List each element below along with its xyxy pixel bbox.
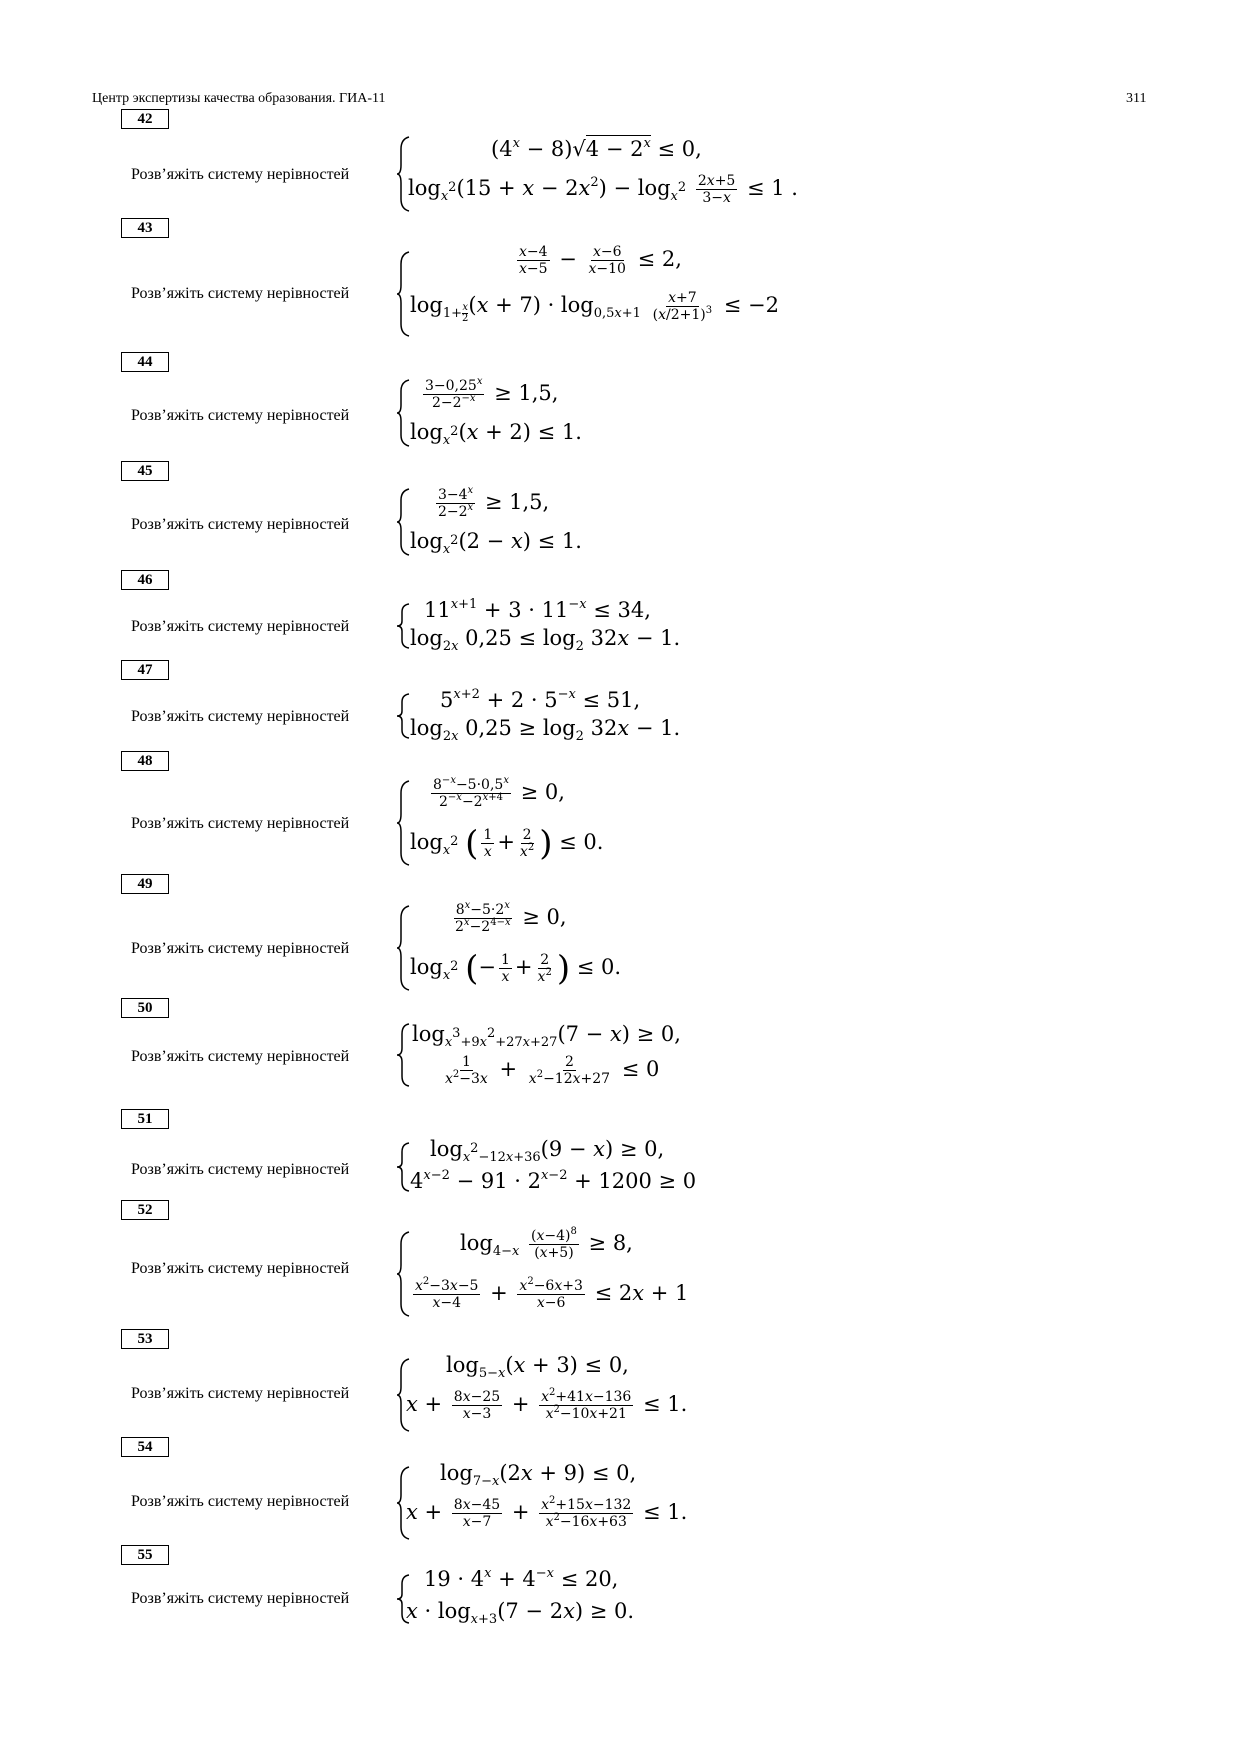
problem-number: 49 <box>121 874 169 894</box>
problem-number: 46 <box>121 570 169 590</box>
problem-number: 48 <box>121 751 169 771</box>
problem-number: 53 <box>121 1329 169 1349</box>
task-label: Розв’яжіть систему нерівностей <box>131 285 350 302</box>
inequality-line: $\log_{4-x}$ $\frac{(x-4)^8}{(x+5)}$ ≥ 8, <box>460 1226 633 1262</box>
problem-number: 55 <box>121 1545 169 1565</box>
inequality-line: $4^{x-2} - 91 \cdot 2^{x-2} + 1200 \ge 0$ <box>410 1168 697 1193</box>
left-brace-icon <box>395 602 411 650</box>
problem-number: 54 <box>121 1437 169 1457</box>
left-brace-icon <box>395 1230 411 1318</box>
inequality-line: $\frac{8^{-x}-5\cdot 0,5^x}{2^{-x}-2^{x+4}}$ ≥ 0, <box>433 775 565 811</box>
left-brace-icon <box>395 487 411 557</box>
task-label: Розв’яжіть систему нерівностей <box>131 618 350 635</box>
problem-number: 43 <box>121 218 169 238</box>
inequality-line: $\frac{3-0,25^x}{2-2^{-x}}$ ≥ 1,5, <box>425 376 559 412</box>
task-label: Розв’яжіть систему нерівностей <box>131 708 350 725</box>
task-label: Розв’яжіть систему нерівностей <box>131 1048 350 1065</box>
task-label: Розв’яжіть систему нерівностей <box>131 1385 350 1402</box>
inequality-line: $\log_{x^2}$ ( $\frac{1}{x}$ + $\frac{2}{x^2}$ ) ≤ 0. <box>410 823 604 864</box>
left-brace-icon <box>395 1022 411 1088</box>
task-label: Розв’яжіть систему нерівностей <box>131 940 350 957</box>
left-brace-icon <box>395 250 411 338</box>
inequality-line: $\log_{x^2}(x + 2) \le 1$. <box>410 420 582 448</box>
inequality-line: $x \cdot \log_{x+3}(7 - 2x) \ge 0$. <box>406 1599 635 1627</box>
task-label: Розв’яжіть систему нерівностей <box>131 166 350 183</box>
problem-number: 50 <box>121 998 169 1018</box>
page-number: 311 <box>1126 91 1147 106</box>
inequality-line: $\frac{x^2-3x-5}{x-4}$ + $\frac{x^2-6x+3}{x-6}$ ≤ 2x + 1 <box>415 1276 689 1312</box>
problem-number: 51 <box>121 1109 169 1129</box>
inequality-line: $5^{x+2} + 2 \cdot 5^{-x} \le 51$, <box>440 687 641 712</box>
inequality-line: $\log_{2x} 0,25 \le \log_2 32x - 1$. <box>410 626 681 654</box>
inequality-line: $\frac{1}{x^2-3x}$ + $\frac{2}{x^2-12x+27}$ ≤ 0 <box>445 1054 660 1088</box>
inequality-line: $19 \cdot 4^x + 4^{-x} \le 20$, <box>424 1566 619 1591</box>
inequality-line: $\log_{x^2-12x+36}(9 - x) \ge 0$, <box>430 1137 665 1165</box>
problem-number: 47 <box>121 660 169 680</box>
inequality-line: $\log_{x^2}(2 - x) \le 1$. <box>410 529 582 557</box>
left-brace-icon <box>395 1141 411 1193</box>
inequality-line: $\log_{x^2}$ (− $\frac{1}{x}$ + $\frac{2}{x^2}$ ) ≤ 0. <box>410 948 622 989</box>
task-label: Розв’яжіть систему нерівностей <box>131 815 350 832</box>
left-brace-icon <box>395 904 411 992</box>
task-label: Розв’яжіть систему нерівностей <box>131 1493 350 1510</box>
inequality-line: $\log_{x^3+9x^2+27x+27}(7 - x) \ge 0$, <box>412 1022 681 1050</box>
header-title: Центр экспертизы качества образования. ГИА-11 <box>92 91 386 106</box>
inequality-line: $\log_{2x} 0,25 \ge \log_2 32x - 1$. <box>410 716 681 744</box>
left-brace-icon <box>395 779 411 867</box>
inequality-line: $\log_{1+ \frac{x}{2}}$ $(x + 7) \cdot \log_{0,5x+1}$ $\frac{x+7}{(x/2+1)^3}$ ≤ −2 <box>410 290 780 325</box>
inequality-line: $\log_{x^2}(15 + x - 2x^2) - \log_{x^2}$ $\frac{2x+5}{3-x}$ ≤ 1 . <box>408 173 798 207</box>
task-label: Розв’яжіть систему нерівностей <box>131 1260 350 1277</box>
inequality-line: x + $\frac{8x-25}{x-3}$ + $\frac{x^2+41x-136}{x^2-10x+21}$ ≤ 1. <box>406 1387 688 1423</box>
left-brace-icon <box>395 692 411 740</box>
left-brace-icon <box>395 378 411 448</box>
problem-number: 42 <box>121 109 169 129</box>
inequality-line: $11^{x+1} + 3 \cdot 11^{-x} \le 34$, <box>424 597 651 622</box>
problem-number: 45 <box>121 461 169 481</box>
inequality-line: $\frac{3-4^x}{2-2^x}$ ≥ 1,5, <box>438 485 550 521</box>
inequality-line: $\log_{5-x}(x + 3) \le 0$, <box>446 1353 629 1381</box>
problem-number: 52 <box>121 1200 169 1220</box>
task-label: Розв’яжіть систему нерівностей <box>131 407 350 424</box>
task-label: Розв’яжіть систему нерівностей <box>131 516 350 533</box>
inequality-line: $(4^x - 8)√4 - 2^x \le 0$, <box>491 136 702 161</box>
task-label: Розв’яжіть систему нерівностей <box>131 1161 350 1178</box>
inequality-line: $\frac{8^x-5\cdot 2^x}{2^x-2^{4-x}}$ ≥ 0, <box>455 900 567 936</box>
task-label: Розв’яжіть систему нерівностей <box>131 1590 350 1607</box>
problem-number: 44 <box>121 352 169 372</box>
inequality-line: $\frac{x-4}{x-5}$ − $\frac{x-6}{x-10}$ ≤ 2, <box>519 244 682 278</box>
inequality-line: $\log_{7-x}(2x + 9) \le 0$, <box>440 1461 637 1489</box>
inequality-line: x + $\frac{8x-45}{x-7}$ + $\frac{x^2+15x-132}{x^2-16x+63}$ ≤ 1. <box>406 1495 688 1531</box>
